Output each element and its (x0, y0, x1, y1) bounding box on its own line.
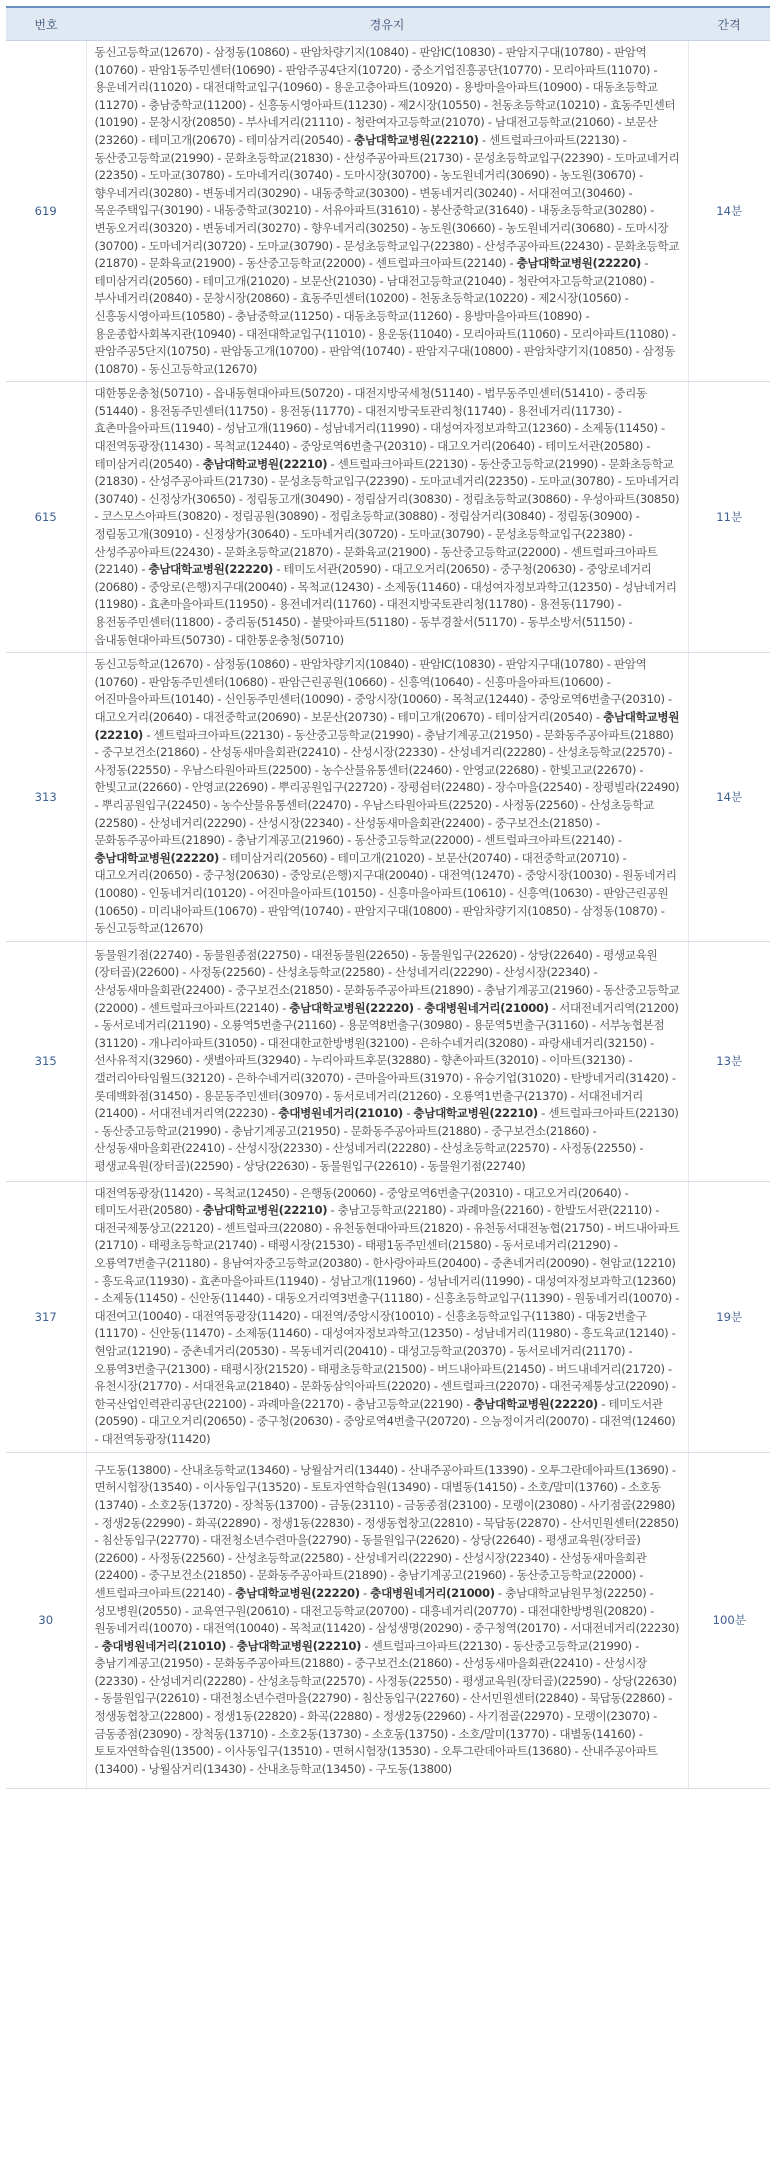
highlighted-stop: 충남대학교병원(22220) (289, 1000, 414, 1015)
route-stops: 동신고등학교(12670) - 삼정동(10860) - 판암차량기지(10840) - 판암IC(10830) - 판암지구대(10780) - 판암역(10760) - 판암1동주민센터(10690) - 판암주공4단지(10720) - 중소기업진흥공단(10770) - 모리아파트(11070) - 용운네거리(11020) - 대전대학교입구(10960) - 용운고층아파트(10920) - 용방마을아파트(10900) - 대동초등학교(11270) - 충남중학교(11200) - 신흥동시영아파트(11230) - 제2시장(10550) - 천동초등학교(10210) - 효동주민센터(10190) - 문창시장(20850) - 부사네거리(21110) - 청란여자고등학교(21070) - 남대전고등학교(21060) - 보문산(23260) - 테미고개(20670) - 테미삼거리(20540) - 충남대학교병원(22210) - 센트럴파크아파트(22130) - 동산중고등학교(21990) - 문화초등학교(21830) - 산성주공아파트(21730) - 문성초등학교입구(22390) - 도마교네거리(22350) - 도마교(30780) - 도마네거리(30740) - 도마시장(30700) - 농도원네거리(30690) - 농도원(30670) - 향우네거리(30280) - 변동네거리(30290) - 내동중학교(30300) - 변동네거리(30240) - 서대전여고(30460) - 목운주택입구(30190) - 내동중학교(30210) - 서유아파트(31610) - 봉산중학교(31640) - 내동초등학교(30280) - 변동오거리(30320) - 변동네거리(30270) - 향우네거리(30250) - 농도원(30660) - 농도원네거리(30680) - 도마시장(30700) - 도마네거리(30720) - 도마교(30790) - 문성초등학교입구(22380) - 산성주공아파트(22430) - 문화초등학교(21870) - 문화육교(21900) - 동산중고등학교(22000) - 센트럴파크아파트(22140) - 충남대학교병원(22220) - 테미삼거리(20560) - 테미고개(21020) - 보문산(21030) - 남대전고등학교(21040) - 청란여자고등학교(21080) - 부사네거리(20840) - 문창시장(20860) - 효동주민센터(10200) - 천동초등학교(10220) - 제2시장(10560) - 신흥동시영아파트(10580) - 충남중학교(11250) - 대동초등학교(11260) - 용방마을아파트(10890) - 용운종합사회복지관(10940) - 대전대학교입구(11010) - 용운동(11040) - 모리아파트(11060) - 모리아파트(11080) - 판암주공5단지(10750) - 판암동고개(10700) - 판암역(10740) - 판암지구대(10800) - 판암차량기지(10850) - 삼정동(10870) - 동신고등학교(12670) (86, 41, 688, 382)
route-interval: 19분 (688, 1181, 770, 1452)
route-interval: 14분 (688, 653, 770, 942)
bus-route-table (6, 6, 770, 1789)
header-number: 번호 (6, 7, 86, 41)
route-stops: 동물원기점(22740) - 동물원종점(22750) - 대전동물원(22650) - 동물원입구(22620) - 상당(22640) - 평생교육원(장터골)(22600) - 사정동(22560) - 산성초등학교(22580) - 산성네거리(22290) - 산성시장(22340) - 산성동새마을회관(22400) - 중구보건소(21850) - 문화동주공아파트(21890) - 충남기계공고(21960) - 동산중고등학교(22000) - 센트럴파크아파트(22140) - 충남대학교병원(22220) - 충대병원네거리(21000) - 서대전네거리역(21200) - 동서로네거리(21190) - 오룡역5번출구(21160) - 용문역8번출구(30980) - 용문역5번출구(31160) - 서부농협본점(31120) - 개나리아파트(31050) - 대전대한교한방병원(32100) - 은하수네거리(32080) - 파랑새네거리(32150) - 선사유적지(32960) - 샛별아파트(32940) - 누리아파트후문(32880) - 향촌아파트(32010) - 이마트(32130) - 갤러리아타임월드(32120) - 은하수네거리(32070) - 큰마을아파트(31970) - 유승기업(31020) - 탄방네거리(31420) - 롯데백화점(31450) - 용문동주민센터(30970) - 동서로네거리(21260) - 오룡역1번출구(21370) - 서대전네거리(21400) - 서대전네거리역(22230) - 충대병원네거리(21010) - 충남대학교병원(22210) - 센트럴파크아파트(22130) - 동산중고등학교(21990) - 충남기계공고(21950) - 문화동주공아파트(21880) - 중구보건소(21860) - 산성동새마을회관(22410) - 산성시장(22330) - 산성네거리(22280) - 산성초등학교(22570) - 사정동(22550) - 평생교육원(장터골)(22590) - 상당(22630) - 동물원입구(22610) - 동물원기점(22740) (86, 941, 688, 1181)
highlighted-stop: 충대병원네거리(21000) (370, 1585, 495, 1600)
highlighted-stop: 충남대학교병원(22210) (236, 1638, 362, 1653)
highlighted-stop: 충남대학교병원(22220) (516, 256, 642, 271)
highlighted-stop: 충남대학교병원(22210) (202, 456, 328, 471)
route-number: 30 (6, 1452, 86, 1788)
highlighted-stop: 충남대학교병원(22210) (413, 1106, 538, 1121)
route-interval: 100분 (688, 1452, 770, 1788)
table-row (6, 1452, 770, 1788)
highlighted-stop: 충남대학교병원(22210) (94, 709, 680, 742)
table-header-row (6, 7, 770, 41)
highlighted-stop: 충남대학교병원(22210) (354, 132, 479, 147)
highlighted-stop: 충남대학교병원(22220) (473, 1396, 598, 1411)
highlighted-stop: 충대병원네거리(21010) (101, 1638, 227, 1653)
route-stops: 구도동(13800) - 산내초등학교(13460) - 낭월삼거리(13440) - 산내주공아파트(13390) - 오투그란데아파트(13690) - 면허시험장(13540) - 이사동입구(13520) - 토토자연학습원(13490) - 대별동(14150) - 소호/말미(13760) - 소호동(13740) - 소호2동(13720) - 장척동(13700) - 금동(23110) - 금동종점(23100) - 모랭이(23080) - 사기점골(22980) - 정생2동(22990) - 화곡(22890) - 정생1동(22830) - 정생동협창고(22810) - 묵답동(22870) - 산서민원센터(22850) - 침산동입구(22770) - 대전청소년수련마을(22790) - 동물원입구(22620) - 상당(22640) - 평생교육원(장터골)(22600) - 사정동(22560) - 산성초등학교(22580) - 산성네거리(22290) - 산성시장(22340) - 산성동새마을회관(22400) - 중구보건소(21850) - 문화동주공아파트(21890) - 충남기계공고(21960) - 동산중고등학교(22000) - 센트럴파크아파트(22140) - 충남대학교병원(22220) - 충대병원네거리(21000) - 충남대학교남원무청(22250) - 성모병원(20550) - 교육연구원(20610) - 대전고등학교(20700) - 대흥네거리(20770) - 대전대한방병원(20820) - 원동네거리(10070) - 대전역(10040) - 목척교(11420) - 삼성생명(20290) - 중구청역(20170) - 서대전네거리(22230) - 충대병원네거리(21010) - 충남대학교병원(22210) - 센트럴파크아파트(22130) - 동산중고등학교(21990) - 충남기계공고(21950) - 문화동주공아파트(21880) - 중구보건소(21860) - 산성동새마을회관(22410) - 산성시장(22330) - 산성네거리(22280) - 산성초등학교(22570) - 사정동(22550) - 평생교육원(장터골)(22590) - 상당(22630) - 동물원입구(22610) - 대전청소년수련마을(22790) - 침산동입구(22760) - 산서민원센터(22840) - 묵답동(22860) - 정생동협창고(22800) - 정생1동(22820) - 화곡(22880) - 정생2동(22960) - 사기점골(22970) - 모랭이(23070) - 금동종점(23090) - 장척동(13710) - 소호2동(13730) - 소호동(13750) - 소호/말미(13770) - 대별동(14160) - 토토자연학습원(13500) - 이사동입구(13510) - 면허시험장(13530) - 오투그란데아파트(13680) - 산내주공아파트(13400) - 낭월삼거리(13430) - 산내초등학교(13450) - 구도동(13800) (86, 1452, 688, 1788)
header-interval: 간격 (688, 7, 770, 41)
route-number: 619 (6, 41, 86, 382)
table-row (6, 41, 770, 382)
route-number: 315 (6, 941, 86, 1181)
route-stops: 대한통운충청(50710) - 읍내동현대아파트(50720) - 대전지방국세청(51140) - 법무동주민센터(51410) - 중리동(51440) - 용전동주민센터(11750) - 용전동(11770) - 대전지방국토관리청(11740) - 용전네거리(11730) - 효촌마을아파트(11940) - 성남고개(11960) - 성남네거리(11990) - 대성여자정보과학고(12360) - 소제동(11450) - 대전역동광장(11430) - 목척교(12440) - 중앙로역6번출구(20310) - 대고오거리(20640) - 테미도서관(20580) - 테미삼거리(20540) - 충남대학교병원(22210) - 센트럴파크아파트(22130) - 동산중고등학교(21990) - 문화초등학교(21830) - 산성주공아파트(21730) - 문성초등학교입구(22390) - 도마교네거리(22350) - 도마교(30780) - 도마네거리(30740) - 신정상가(30650) - 정림동고개(30490) - 정림삼거리(30830) - 정림초등학교(30860) - 우성아파트(30850) - 코스모스아파트(30820) - 정림공원(30890) - 정림초등학교(30880) - 정림삼거리(30840) - 정림동(30900) - 정림동고개(30910) - 신정상가(30640) - 도마네거리(30720) - 도마교(30790) - 문성초등학교입구(22380) - 산성주공아파트(22430) - 문화초등학교(21870) - 문화육교(21900) - 동산중고등학교(22000) - 센트럴파크아파트(22140) - 충남대학교병원(22220) - 테미도서관(20590) - 대고오거리(20650) - 중구청(20630) - 중앙로네거리(20680) - 중앙로(은행)지구대(20040) - 목척교(12430) - 소제동(11460) - 대성여자정보과학고(12350) - 성남네거리(11980) - 효촌마을아파트(11950) - 용전네거리(11760) - 대전지방국토관리청(11780) - 용전동(11790) - 용전동주민센터(11800) - 중리동(51450) - 붙맞아파트(51180) - 동부경찰서(51170) - 동부소방서(51150) - 읍내동현대아파트(50730) - 대한통운충청(50710) (86, 382, 688, 653)
highlighted-stop: 충남대학교병원(22220) (148, 562, 273, 577)
table-row (6, 382, 770, 653)
route-number: 317 (6, 1181, 86, 1452)
route-interval: 14분 (688, 41, 770, 382)
highlighted-stop: 충대병원네거리(21010) (278, 1106, 403, 1121)
highlighted-stop: 충남대학교병원(22220) (235, 1585, 360, 1600)
route-stops: 동신고등학교(12670) - 삼정동(10860) - 판암차량기지(10840) - 판암IC(10830) - 판암지구대(10780) - 판암역(10760) - 판암동주민센터(10680) - 판암근린공원(10660) - 신흥역(10640) - 신흥마을아파트(10600) - 어진마을아파트(10140) - 신인동주민센터(10090) - 중앙시장(10060) - 목척교(12440) - 중앙로역6번출구(20310) - 대고오거리(20640) - 대전중학교(20690) - 보문산(20730) - 테미고개(20670) - 테미삼거리(20540) - 충남대학교병원(22210) - 센트럴파크아파트(22130) - 동산중고등학교(21990) - 충남기계공고(21950) - 문화동주공아파트(21880) - 중구보건소(21860) - 산성동새마을회관(22410) - 산성시장(22330) - 산성네거리(22280) - 산성초등학교(22570) - 사정동(22550) - 우남스타원아파트(22500) - 농수산물유통센터(22460) - 안영교(22680) - 한빛고교(22670) - 한빛고교(22660) - 안영교(22690) - 뿌리공원입구(22720) - 장평쉼터(22480) - 장수마을(22540) - 장평빌라(22490) - 뿌리공원입구(22450) - 농수산물유통센터(22470) - 우남스타원아파트(22520) - 사정동(22560) - 산성초등학교(22580) - 산성네거리(22290) - 산성시장(22340) - 산성동새마을회관(22400) - 중구보건소(21850) - 문화동주공아파트(21890) - 충남기계공고(21960) - 동산중고등학교(22000) - 센트럴파크아파트(22140) - 충남대학교병원(22220) - 테미삼거리(20560) - 테미고개(21020) - 보문산(20740) - 대전중학교(20710) - 대고오거리(20650) - 중구청(20630) - 중앙로(은행)지구대(20040) - 대전역(12470) - 중앙시장(10030) - 원동네거리(10080) - 인동네거리(10120) - 어진마을아파트(10150) - 신흥마을아파트(10610) - 신흥역(10630) - 판암근린공원(10650) - 미리내아파트(10670) - 판암역(10740) - 판암지구대(10800) - 판암차량기지(10850) - 삼정동(10870) - 동신고등학교(12670) (86, 653, 688, 942)
highlighted-stop: 충남대학교병원(22210) (202, 1203, 328, 1218)
table-row (6, 941, 770, 1181)
table-row (6, 653, 770, 942)
table-row (6, 1181, 770, 1452)
route-interval: 11분 (688, 382, 770, 653)
route-stops: 대전역동광장(11420) - 목척교(12450) - 은행동(20060) - 중앙로역6번출구(20310) - 대고오거리(20640) - 테미도서관(20580) - 충남대학교병원(22210) - 충남고등학교(22180) - 과례마을(22160) - 한발도서관(22110) - 대전국제통상고(22120) - 센트럴파크(22080) - 유천동현대아파트(21820) - 유천동서대전농협(21750) - 버드내아파트(21710) - 태평초등학교(21740) - 태평시장(21530) - 태평1동주민센터(21580) - 동서로네거리(21290) - 오룡역7번출구(21180) - 용남여자중고등학교(20380) - 한사랑아파트(20400) - 중촌네거리(20090) - 현암교(12210) - 흥도육교(11930) - 효촌마을아파트(11940) - 성남고개(11960) - 성남네거리(11990) - 대성여자정보과학고(12360) - 소제동(11450) - 신안동(11440) - 대동오거리역3번출구(11180) - 신흥초등학교입구(11390) - 원동네거리(10070) - 대전여고(10040) - 대전역동광장(11420) - 대전역/중앙시장(10010) - 신흥초등학교입구(11380) - 대동2번출구(11170) - 신안동(11470) - 소제동(11460) - 대성여자정보과학고(12350) - 성남네거리(11980) - 흥도육교(12140) - 현암교(12190) - 중촌네거리(20530) - 목동네거리(20410) - 대성고등학교(20370) - 동서로네거리(21170) - 오룡역3번출구(21300) - 태평시장(21520) - 태평초등학교(21500) - 버드내아파트(21450) - 버드내네거리(21720) - 유천시장(21770) - 서대전육교(21840) - 문화동삼익아파트(22020) - 센트럴파크(22070) - 대전국제통상고(22090) - 한국산업인력관리공단(22100) - 과례마을(22170) - 충남고등학교(22190) - 충남대학교병원(22220) - 테미도서관(20590) - 대고오거리(20650) - 중구청(20630) - 중앙로역4번출구(20720) - 으능정이거리(20070) - 대전역(12460) - 대전역동광장(11420) (86, 1181, 688, 1452)
highlighted-stop: 충대병원네거리(21000) (424, 1000, 549, 1015)
highlighted-stop: 충남대학교병원(22220) (94, 850, 219, 865)
route-number: 615 (6, 382, 86, 653)
route-interval: 13분 (688, 941, 770, 1181)
route-number: 313 (6, 653, 86, 942)
header-route: 경유지 (86, 7, 688, 41)
